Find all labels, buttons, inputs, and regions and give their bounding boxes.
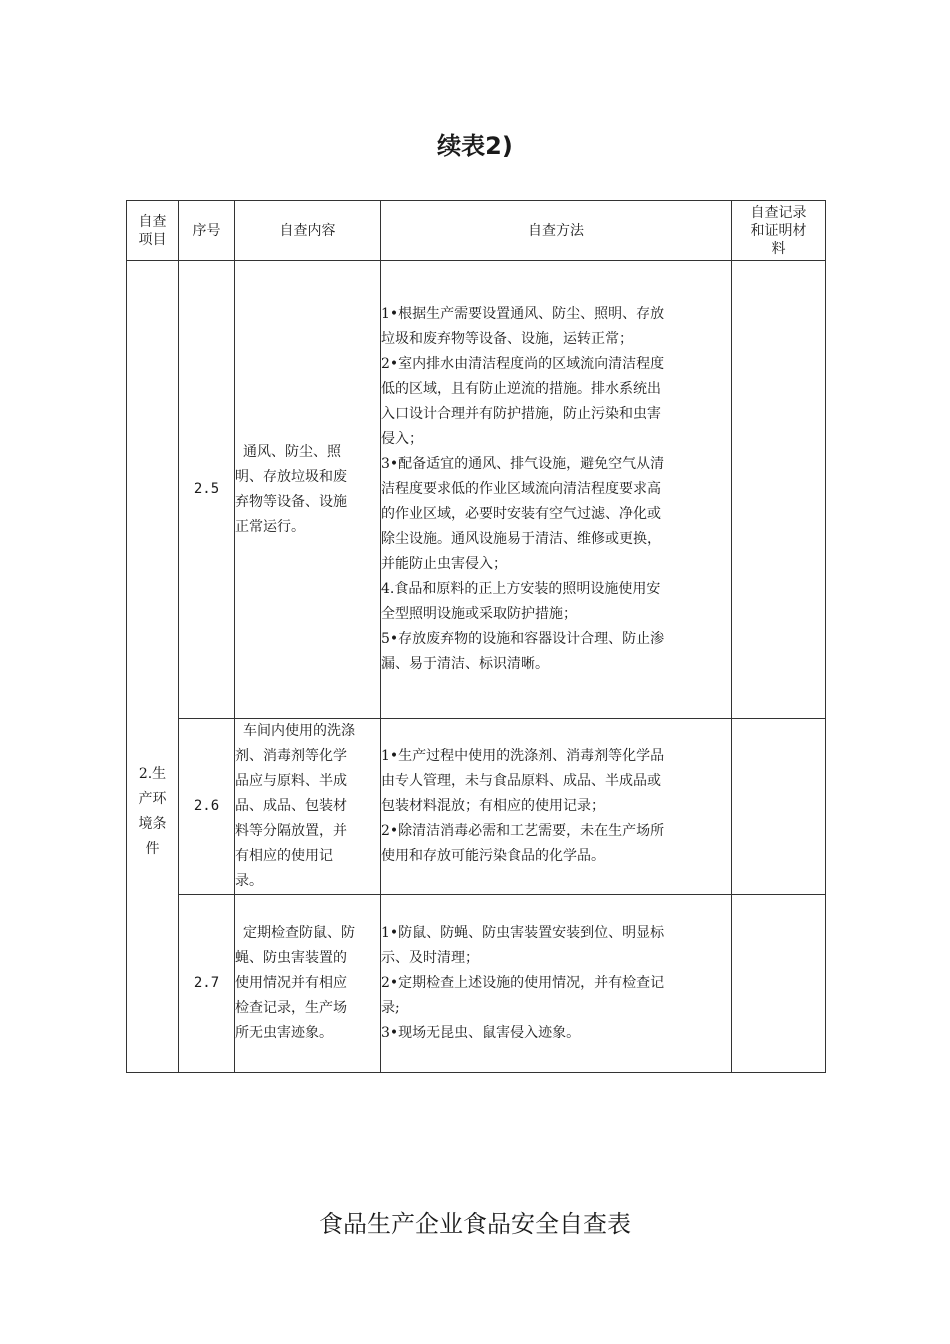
content-cell: 车间内使用的洗涤 剂、消毒剂等化学 品应与原料、半成 品、成品、包装材 料等分隔放置，并 有相应的使用记 录。 [235, 719, 381, 895]
header-item: 自查 项目 [127, 201, 179, 261]
category-cell: 2.生 产环 境条 件 [127, 261, 179, 1073]
continued-table-title: 续表2) [437, 132, 513, 160]
row-number: 2.6 [179, 719, 235, 895]
row-number: 2.5 [179, 261, 235, 719]
header-method: 自查方法 [381, 201, 732, 261]
table-row [127, 719, 826, 895]
row-number: 2.7 [179, 895, 235, 1073]
record-cell [732, 261, 826, 719]
record-cell [732, 719, 826, 895]
record-cell [732, 895, 826, 1073]
header-record: 自查记录 和证明材 料 [732, 201, 826, 261]
method-cell: 1•生产过程中使用的洗涤剂、消毒剂等化学品 由专人管理，未与食品原料、成品、半成品或 包装材料混放；有相应的使用记录； 2•除清洁消毒必需和工艺需要，未在生产场所 使用和存放可能污染食品的化学品。 [381, 719, 732, 895]
header-row [127, 201, 826, 261]
content-cell: 通风、防尘、照 明、存放垃圾和废 弃物等设备、设施 正常运行。 [235, 261, 381, 719]
header-content: 自查内容 [235, 201, 381, 261]
header-no: 序号 [179, 201, 235, 261]
table-row [127, 261, 826, 719]
next-section-title: 食品生产企业食品安全自查表 [319, 1210, 631, 1238]
content-cell: 定期检查防鼠、防 蝇、防虫害装置的 使用情况并有相应 检查记录，生产场 所无虫害迹象。 [235, 895, 381, 1073]
table-row [127, 895, 826, 1073]
method-cell: 1•防鼠、防蝇、防虫害装置安装到位、明显标 示、及时清理； 2•定期检查上述设施的使用情况，并有检查记 录; 3•现场无昆虫、鼠害侵入迹象。 [381, 895, 732, 1073]
method-cell: 1•根据生产需要设置通风、防尘、照明、存放 垃圾和废弃物等设备、设施，运转正常； 2•室内排水由清洁程度尚的区域流向清洁程度 低的区域，且有防止逆流的措施。排水系统出 入口设计合理并有防护措施，防止污染和虫害 侵入； 3•配备适宜的通风、排气设施，避免空气从清 洁程度要求低的作业区域流向清洁程度要求高 的作业区域，必要时安装有空气过滤、净化或 除尘设施。通风设施易于清洁、维修或更换， 并能防止虫害侵入； 4.食品和原料的正上方安装的照明设施使用安 全型照明设施或采取防护措施； 5•存放废弃物的设施和容器设计合理、防止渗 漏、易于清洁、标识清晰。 [381, 261, 732, 719]
self-inspection-table [126, 200, 826, 1073]
